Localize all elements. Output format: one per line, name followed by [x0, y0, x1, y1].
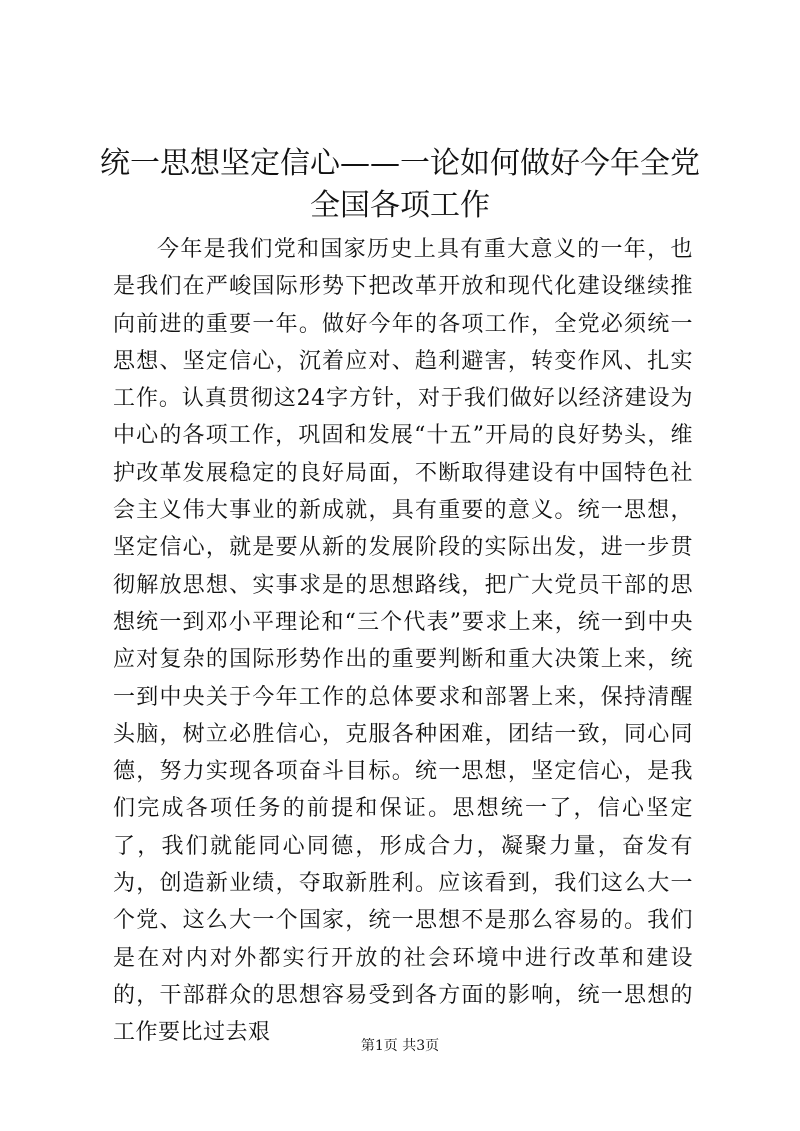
page-number-footer: 第1页 共3页: [360, 1038, 440, 1054]
body-paragraph: 今年是我们党和国家历史上具有重大意义的一年，也是我们在严峻国际形势下把改革开放和现代化建设继续推向前进的重要一年。做好今年的各项工作，全党必须统一思想、坚定信心，沉着应对、趋利避害，转变作风、扎实工作。认真贯彻这24字方针，对于我们做好以经济建设为中心的各项工作，巩固和发展“十五”开局的良好势头，维护改革发展稳定的良好局面，不断取得建设有中国特色社会主义伟大事业的新成就，具有重要的意义。统一思想，坚定信心，就是要从新的发展阶段的实际出发，进一步贯彻解放思想、实事求是的思想路线，把广大党员干部的思想统一到邓小平理论和“三个代表”要求上来，统一到中央应对复杂的国际形势作出的重要判断和重大决策上来，统一到中央关于今年工作的总体要求和部署上来，保持清醒头脑，树立必胜信心，克服各种困难，团结一致，同心同德，努力实现各项奋斗目标。统一思想，坚定信心，是我们完成各项任务的前提和保证。思想统一了，信心坚定了，我们就能同心同德，形成合力，凝聚力量，奋发有为，创造新业绩，夺取新胜利。应该看到，我们这么大一个党、这么大一个国家，统一思想不是那么容易的。我们是在对内对外都实行开放的社会环境中进行改革和建设的，干部群众的思想容易受到各方面的影响，统一思想的工作要比过去艰: [113, 237, 693, 1046]
title-line-2: 全国各项工作: [310, 188, 490, 223]
document-title: [80, 143, 720, 227]
title-line-1: 统一思想坚定信心——一论如何做好今年全党: [100, 146, 700, 181]
